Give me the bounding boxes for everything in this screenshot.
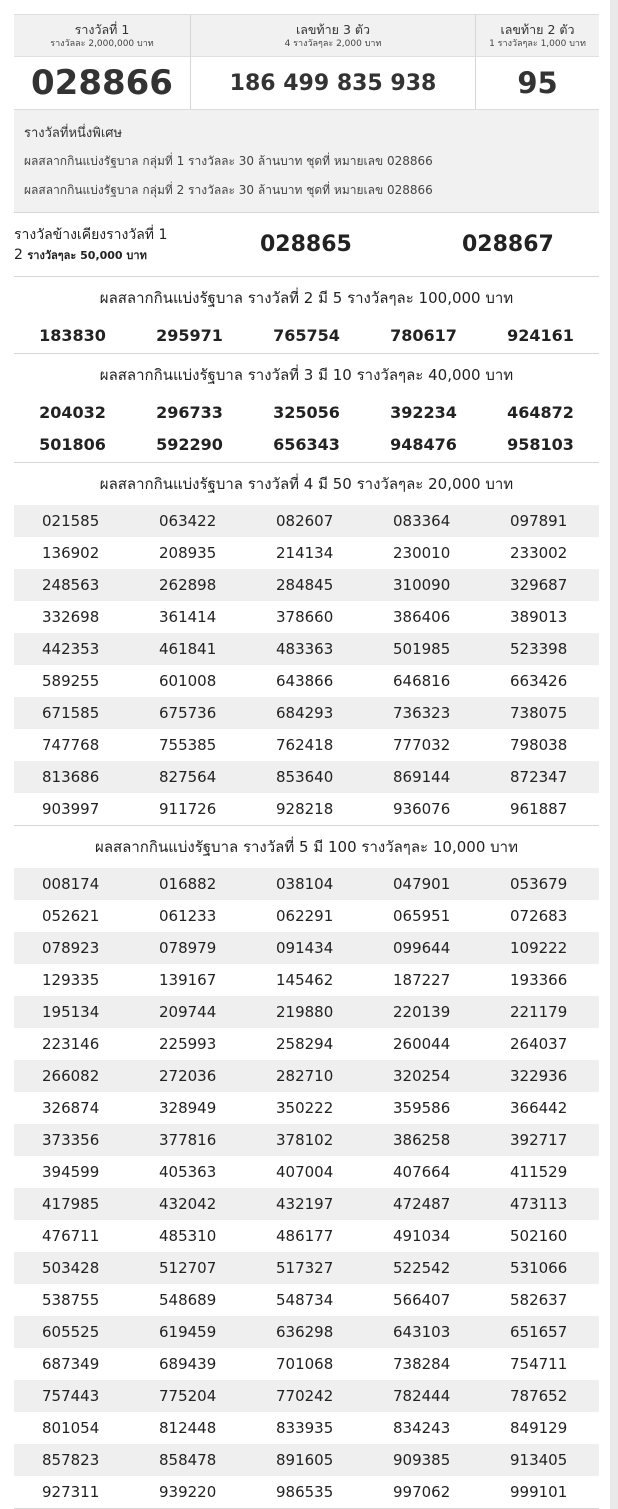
- prize-number: 296733: [156, 402, 223, 422]
- prize-number: 531066: [510, 1259, 568, 1277]
- prize-number: 021585: [42, 512, 100, 530]
- near-first-prize: [14, 213, 599, 277]
- prize-number: 646816: [393, 672, 451, 690]
- prize-number: 939220: [159, 1483, 217, 1501]
- last3-header: [191, 15, 476, 57]
- prize-number: 605525: [42, 1323, 100, 1341]
- prize-number: 566407: [393, 1291, 451, 1309]
- prize-number: 501985: [393, 640, 451, 658]
- prize-number: 909385: [393, 1451, 451, 1469]
- prize-number: 063422: [159, 512, 217, 530]
- prize-number: 129335: [42, 971, 100, 989]
- prize-number: 787652: [510, 1387, 568, 1405]
- prize-number: 282710: [276, 1067, 334, 1085]
- prize-number: 777032: [393, 736, 451, 754]
- prize-number: 736323: [393, 704, 451, 722]
- prize4-grid: [14, 505, 599, 826]
- prize-number: 813686: [42, 768, 100, 786]
- special-line-1: ผลสลากกินแบ่งรัฐบาล กลุ่มที่ 1 รางวัลละ 30 ล้านบาท ชุดที่ หมายเลข 028866: [24, 154, 433, 168]
- prize-number: 083364: [393, 512, 451, 530]
- prize-number: 407004: [276, 1163, 334, 1181]
- scrollbar-track[interactable]: [610, 0, 618, 1509]
- first-prize-number: 028866: [14, 57, 191, 109]
- prize-number: 378102: [276, 1131, 334, 1149]
- prize-number: 432042: [159, 1195, 217, 1213]
- prize-number: 517327: [276, 1259, 334, 1277]
- table-row: [14, 569, 599, 601]
- prize-number: 320254: [393, 1067, 451, 1085]
- table-row: [14, 964, 599, 996]
- prize-number: 097891: [510, 512, 568, 530]
- prize-number: 869144: [393, 768, 451, 786]
- prize-number: 589255: [42, 672, 100, 690]
- prize-number: 209744: [159, 1003, 217, 1021]
- prize-number: 582637: [510, 1291, 568, 1309]
- prize-number: 903997: [42, 800, 100, 818]
- last2-number: 95: [476, 57, 599, 109]
- prize-number: 272036: [159, 1067, 217, 1085]
- last3-sub: 4 รางวัลๆละ 2,000 บาท: [284, 39, 382, 49]
- prize-number: 193366: [510, 971, 568, 989]
- table-row: [14, 1476, 599, 1508]
- prize-number: 411529: [510, 1163, 568, 1181]
- prize-number: 619459: [159, 1323, 217, 1341]
- table-row: [14, 996, 599, 1028]
- prize3-title: ผลสลากกินแบ่งรัฐบาล รางวัลที่ 3 มี 10 รางวัลๆละ 40,000 บาท: [99, 366, 514, 384]
- prize-number: 310090: [393, 576, 451, 594]
- prize-number: 230010: [393, 544, 451, 562]
- table-row: [14, 1220, 599, 1252]
- prize-number: 924161: [507, 325, 574, 345]
- prize-number: 266082: [42, 1067, 100, 1085]
- table-row: [14, 428, 599, 460]
- near-prize-amount: รางวัลๆละ 50,000 บาท: [27, 249, 147, 262]
- prize-number: 801054: [42, 1419, 100, 1437]
- table-row: [14, 1028, 599, 1060]
- near-prize-number-2: 028867: [462, 232, 554, 257]
- prize-number: 078979: [159, 939, 217, 957]
- special-title: รางวัลที่หนึ่งพิเศษ: [24, 126, 123, 141]
- prize-number: 913405: [510, 1451, 568, 1469]
- prize-number: 775204: [159, 1387, 217, 1405]
- table-row: [14, 697, 599, 729]
- prize-number: 214134: [276, 544, 334, 562]
- prize-number: 377816: [159, 1131, 217, 1149]
- special-first-prize: [14, 109, 599, 213]
- table-row: [14, 601, 599, 633]
- prize-number: 738284: [393, 1355, 451, 1373]
- prize-number: 472487: [393, 1195, 451, 1213]
- prize-number: 016882: [159, 875, 217, 893]
- prize-number: 082607: [276, 512, 334, 530]
- prize-number: 936076: [393, 800, 451, 818]
- table-row: [14, 505, 599, 537]
- prize-number: 442353: [42, 640, 100, 658]
- prize-number: 643866: [276, 672, 334, 690]
- table-row: [14, 1348, 599, 1380]
- prize-number: 503428: [42, 1259, 100, 1277]
- prize-number: 548734: [276, 1291, 334, 1309]
- prize-number: 373356: [42, 1131, 100, 1149]
- prize-number: 656343: [273, 434, 340, 454]
- prize-number: 091434: [276, 939, 334, 957]
- table-row: [14, 1060, 599, 1092]
- prize-number: 834243: [393, 1419, 451, 1437]
- prize-number: 491034: [393, 1227, 451, 1245]
- table-row: [14, 1124, 599, 1156]
- prize-number: 592290: [156, 434, 223, 454]
- near-prize-title: รางวัลข้างเคียงรางวัลที่ 1: [14, 227, 168, 243]
- prize-number: 072683: [510, 907, 568, 925]
- prize-number: 145462: [276, 971, 334, 989]
- prize-number: 389013: [510, 608, 568, 626]
- near-prize-number-1: 028865: [260, 232, 352, 257]
- prize-number: 195134: [42, 1003, 100, 1021]
- prize-number: 047901: [393, 875, 451, 893]
- prize-number: 329687: [510, 576, 568, 594]
- prize-number: 675736: [159, 704, 217, 722]
- prize-number: 248563: [42, 576, 100, 594]
- prize-number: 754711: [510, 1355, 568, 1373]
- prize-number: 223146: [42, 1035, 100, 1053]
- table-row: [14, 1252, 599, 1284]
- table-row: [14, 665, 599, 697]
- prize-number: 833935: [276, 1419, 334, 1437]
- prize-number: 187227: [393, 971, 451, 989]
- prize-number: 322936: [510, 1067, 568, 1085]
- prize-number: 183830: [39, 325, 106, 345]
- prize-number: 476711: [42, 1227, 100, 1245]
- table-row: [14, 1188, 599, 1220]
- table-row: [14, 900, 599, 932]
- prize-number: 738075: [510, 704, 568, 722]
- prize-number: 394599: [42, 1163, 100, 1181]
- last3-label: เลขท้าย 3 ตัว: [295, 22, 371, 37]
- table-row: [14, 868, 599, 900]
- prize-number: 757443: [42, 1387, 100, 1405]
- table-row: [14, 1156, 599, 1188]
- prize-number: 219880: [276, 1003, 334, 1021]
- prize-number: 671585: [42, 704, 100, 722]
- prize-number: 038104: [276, 875, 334, 893]
- table-row: [14, 761, 599, 793]
- prize-number: 483363: [276, 640, 334, 658]
- prize-number: 502160: [510, 1227, 568, 1245]
- prize-number: 643103: [393, 1323, 451, 1341]
- prize-number: 225993: [159, 1035, 217, 1053]
- prize-number: 325056: [273, 402, 340, 422]
- prize-number: 392234: [390, 402, 457, 422]
- prize-number: 109222: [510, 939, 568, 957]
- table-row: [14, 396, 599, 428]
- prize-number: 220139: [393, 1003, 451, 1021]
- table-row: [14, 319, 599, 351]
- prize-number: 136902: [42, 544, 100, 562]
- prize-number: 684293: [276, 704, 334, 722]
- prize-number: 986535: [276, 1483, 334, 1501]
- prize-number: 765754: [273, 325, 340, 345]
- prize5-grid: [14, 868, 599, 1509]
- near-prize-label: [14, 223, 222, 266]
- prize-number: 755385: [159, 736, 217, 754]
- table-row: [14, 1092, 599, 1124]
- prize-number: 407664: [393, 1163, 451, 1181]
- prize-number: 948476: [390, 434, 457, 454]
- prize-number: 258294: [276, 1035, 334, 1053]
- prize-number: 663426: [510, 672, 568, 690]
- prize-number: 053679: [510, 875, 568, 893]
- prize-number: 958103: [507, 434, 574, 454]
- prize-number: 827564: [159, 768, 217, 786]
- prize-number: 473113: [510, 1195, 568, 1213]
- table-row: [14, 1316, 599, 1348]
- table-row: [14, 633, 599, 665]
- prize-number: 689439: [159, 1355, 217, 1373]
- prize-number: 601008: [159, 672, 217, 690]
- prize-number: 350222: [276, 1099, 334, 1117]
- prize-number: 780617: [390, 325, 457, 345]
- prize-number: 078923: [42, 939, 100, 957]
- prize-number: 464872: [507, 402, 574, 422]
- prize-number: 386406: [393, 608, 451, 626]
- table-row: [14, 1284, 599, 1316]
- prize-number: 538755: [42, 1291, 100, 1309]
- last2-header: [476, 15, 599, 57]
- first-prize-label: รางวัลที่ 1: [74, 22, 130, 37]
- last2-sub: 1 รางวัลๆละ 1,000 บาท: [489, 39, 586, 49]
- prize-number: 221179: [510, 1003, 568, 1021]
- table-row: [14, 537, 599, 569]
- prize-number: 392717: [510, 1131, 568, 1149]
- table-row: [14, 1380, 599, 1412]
- prize-number: 486177: [276, 1227, 334, 1245]
- prize-number: 065951: [393, 907, 451, 925]
- prize-number: 501806: [39, 434, 106, 454]
- prize-number: 872347: [510, 768, 568, 786]
- prize-number: 417985: [42, 1195, 100, 1213]
- prize-number: 512707: [159, 1259, 217, 1277]
- prize-number: 233002: [510, 544, 568, 562]
- prize-number: 849129: [510, 1419, 568, 1437]
- prize-number: 770242: [276, 1387, 334, 1405]
- prize-number: 061233: [159, 907, 217, 925]
- prize-number: 927311: [42, 1483, 100, 1501]
- prize-number: 782444: [393, 1387, 451, 1405]
- prize-number: 326874: [42, 1099, 100, 1117]
- table-row: [14, 932, 599, 964]
- prize-number: 062291: [276, 907, 334, 925]
- prize-number: 687349: [42, 1355, 100, 1373]
- prize-number: 911726: [159, 800, 217, 818]
- prize-number: 139167: [159, 971, 217, 989]
- prize-number: 204032: [39, 402, 106, 422]
- prize-number: 961887: [510, 800, 568, 818]
- prize-number: 284845: [276, 576, 334, 594]
- prize-number: 853640: [276, 768, 334, 786]
- prize-number: 762418: [276, 736, 334, 754]
- prize-number: 405363: [159, 1163, 217, 1181]
- prize-number: 432197: [276, 1195, 334, 1213]
- prize-number: 999101: [510, 1483, 568, 1501]
- prize4-title: ผลสลากกินแบ่งรัฐบาล รางวัลที่ 4 มี 50 รางวัลๆละ 20,000 บาท: [99, 475, 514, 493]
- prize-number: 208935: [159, 544, 217, 562]
- prize-number: 857823: [42, 1451, 100, 1469]
- prize-number: 361414: [159, 608, 217, 626]
- prize-number: 008174: [42, 875, 100, 893]
- prize2-grid: [14, 319, 599, 354]
- prize-number: 548689: [159, 1291, 217, 1309]
- prize-number: 332698: [42, 608, 100, 626]
- near-prize-subline: [14, 245, 222, 266]
- prize-number: 386258: [393, 1131, 451, 1149]
- first-prize-header: [14, 15, 191, 57]
- prize-number: 461841: [159, 640, 217, 658]
- top-prizes-table: [14, 14, 599, 213]
- prize-number: 522542: [393, 1259, 451, 1277]
- prize-number: 997062: [393, 1483, 451, 1501]
- prize-number: 891605: [276, 1451, 334, 1469]
- first-prize-sub: รางวัลละ 2,000,000 บาท: [50, 39, 154, 49]
- table-row: [14, 1444, 599, 1476]
- last2-label: เลขท้าย 2 ตัว: [500, 22, 575, 37]
- prize-number: 328949: [159, 1099, 217, 1117]
- prize-number: 378660: [276, 608, 334, 626]
- lottery-results: [14, 14, 599, 1509]
- prize-number: 651657: [510, 1323, 568, 1341]
- prize-number: 812448: [159, 1419, 217, 1437]
- prize-number: 523398: [510, 640, 568, 658]
- prize-number: 747768: [42, 736, 100, 754]
- prize-number: 485310: [159, 1227, 217, 1245]
- prize-number: 260044: [393, 1035, 451, 1053]
- prize-number: 798038: [510, 736, 568, 754]
- prize-number: 295971: [156, 325, 223, 345]
- prize-number: 928218: [276, 800, 334, 818]
- table-row: [14, 1412, 599, 1444]
- last3-numbers: 186 499 835 938: [191, 57, 476, 109]
- near-prize-count: 2: [14, 247, 23, 263]
- prize2-title: ผลสลากกินแบ่งรัฐบาล รางวัลที่ 2 มี 5 รางวัลๆละ 100,000 บาท: [99, 289, 514, 307]
- prize-number: 099644: [393, 939, 451, 957]
- prize-number: 359586: [393, 1099, 451, 1117]
- top-prizes-header: [14, 15, 599, 57]
- table-row: [14, 729, 599, 761]
- prize-number: 264037: [510, 1035, 568, 1053]
- top-prizes-numbers: [14, 57, 599, 109]
- prize-number: 262898: [159, 576, 217, 594]
- prize-number: 858478: [159, 1451, 217, 1469]
- prize3-grid: [14, 396, 599, 463]
- prize-number: 636298: [276, 1323, 334, 1341]
- prize5-title: ผลสลากกินแบ่งรัฐบาล รางวัลที่ 5 มี 100 รางวัลๆละ 10,000 บาท: [95, 838, 518, 856]
- prize-number: 366442: [510, 1099, 568, 1117]
- prize-number: 701068: [276, 1355, 334, 1373]
- special-line-2: ผลสลากกินแบ่งรัฐบาล กลุ่มที่ 2 รางวัลละ 30 ล้านบาท ชุดที่ หมายเลข 028866: [24, 183, 433, 197]
- prize-number: 052621: [42, 907, 100, 925]
- table-row: [14, 793, 599, 825]
